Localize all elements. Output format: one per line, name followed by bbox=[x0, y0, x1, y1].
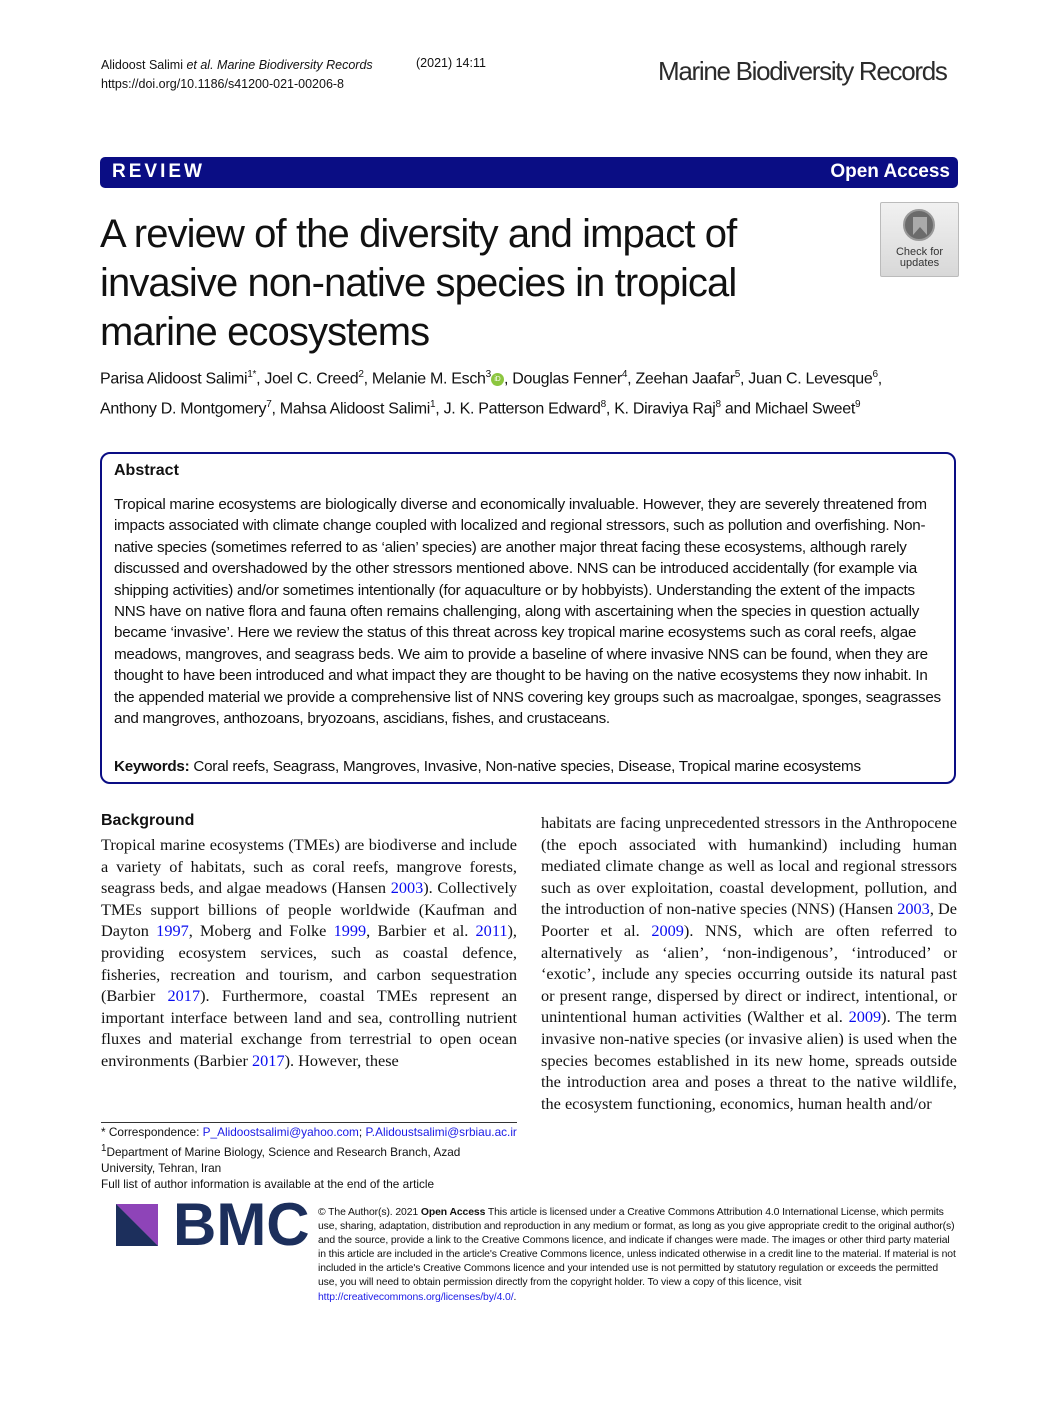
citation-link[interactable]: 2017 bbox=[167, 986, 201, 1006]
license-open-access: Open Access bbox=[420, 1207, 486, 1218]
bmc-logo-mark bbox=[116, 1204, 158, 1246]
author-name: Douglas Fenner bbox=[512, 370, 622, 388]
article-type-banner bbox=[100, 157, 958, 188]
title-line: invasive non-native species in tropical bbox=[100, 261, 737, 305]
citation-etal: et al. bbox=[186, 58, 214, 72]
author-affiliation-number: 8 bbox=[600, 399, 606, 411]
check-for-updates-label bbox=[881, 247, 958, 269]
body-column-left bbox=[101, 834, 517, 1072]
author-name: Parisa Alidoost Salimi bbox=[100, 370, 248, 388]
citation-link[interactable]: 2003 bbox=[390, 878, 424, 898]
keywords-label: Keywords: bbox=[114, 758, 190, 775]
author-name: J. K. Patterson Edward bbox=[443, 400, 601, 418]
full-author-info-note: Full list of author information is available at the end of the article bbox=[101, 1177, 435, 1192]
check-label-line: updates bbox=[899, 257, 940, 269]
abstract-text: Tropical marine ecosystems are biologically diverse and economically invaluable. However, they are severely threatened from impacts associated with climate change coupled with localized and regional stressors, such as pollution and overfishing. Non-native species (sometimes referred to as ‘alien’ species) are another major threat facing these ecosystems, although rarely discussed and overshadowed by the other stressors mentioned above. NNS can be introduced accidentally (for example via shipping activities) and/or sometimes intentionally (for aquaculture or by hobbyists). Understanding the extent of the impacts NNS have on native flora and fauna often remains challenging, along with ascertaining when the species in question actually became ‘invasive’. Here we review the status of this threat across key tropical marine ecosystems such as coral reefs, algae meadows, mangroves, and seagrass beds. We aim to provide a baseline of where invasive NNS can be found, when they are thought to have been introduced and what impact they are thought to be having on the native ecosystems they now inhabit. In the appended material we provide a comprehensive list of NNS covering key groups such as macroalgae, sponges, seagrasses and mangroves, anthozoans, bryozoans, ascidians, fishes, and crustaceans. bbox=[114, 496, 941, 728]
email-link[interactable]: P_Alidoostsalimi@yahoo.com bbox=[202, 1125, 359, 1139]
license-text bbox=[318, 1206, 958, 1305]
body-text: ). The term invasive non-native species (or invasive alien) is used when the species becomes established in its new home, spreads outside the introduction area and poses a threat to the native wildlife, the ecosystem functioning, economics, human health and/or bbox=[541, 1007, 957, 1113]
citation-line bbox=[101, 56, 373, 75]
author-affiliation-number: 3 bbox=[485, 369, 491, 380]
author-list: Parisa Alidoost Salimi$^{1*}$, Joel C. Creed$^2$, Melanie M. Esch$^3$ iD , Douglas Fenner$^4$, Zeehan Jaafar$^5$, Juan C. Levesque$^6$, Anthony D. Montgomery$^7$, Mahsa Alidoost Salimi$^1$, J. K. Patterson Edward$^8$, K. Diraviya Raj$^8$ and Michael Sweet$^9$ bbox=[100, 369, 882, 418]
body-text: ). Furthermore, coastal TMEs represent an important interface between land and sea, controlling nutrient fluxes and material exchange from terrestrial to open ocean environments (Barbier bbox=[101, 986, 517, 1070]
correspondence-label: * Correspondence: bbox=[101, 1125, 203, 1139]
keywords bbox=[114, 758, 861, 775]
citation-link[interactable]: 2009 bbox=[848, 1007, 882, 1027]
footnote-divider bbox=[101, 1122, 517, 1123]
abstract-box bbox=[100, 452, 956, 784]
title-line: marine ecosystems bbox=[100, 310, 430, 354]
citation-link[interactable]: 1997 bbox=[156, 921, 189, 941]
citation-year: (2021) 14:11 bbox=[416, 56, 486, 70]
doi-link[interactable]: https://doi.org/10.1186/s41200-021-00206-8 bbox=[101, 77, 345, 91]
affiliation bbox=[101, 1141, 471, 1177]
author-name: Melanie M. Esch bbox=[371, 370, 486, 388]
citation-link[interactable]: 2011 bbox=[475, 921, 508, 941]
bmc-logo bbox=[116, 1191, 310, 1259]
author-name: Zeehan Jaafar bbox=[635, 370, 735, 388]
body-column-right bbox=[541, 812, 957, 1114]
body-text: habitats are facing unprecedented stressors in the Anthropocene (the epoch associated with humankind) including human mediated climate change as well as local and regional stressors such as over exploitation, coastal development, pollution, and the introduction of non-native species (NNS) (Hansen bbox=[541, 813, 957, 919]
body-text: ). However, these bbox=[284, 1050, 399, 1070]
citation-link[interactable]: 2009 bbox=[651, 920, 684, 940]
body-text: ). Collectively TMEs support billions of people worldwide (Kaufman and Dayton bbox=[101, 878, 517, 941]
author-name: Joel C. Creed bbox=[264, 370, 359, 388]
journal-name: Marine Biodiversity Records bbox=[658, 56, 947, 86]
body-text: , De Poorter et al. bbox=[541, 899, 957, 940]
citation-link[interactable]: 2017 bbox=[252, 1050, 285, 1070]
author-name: Juan C. Levesque bbox=[748, 370, 873, 388]
abstract-heading: Abstract bbox=[114, 462, 179, 479]
citation-link[interactable]: 1999 bbox=[333, 921, 367, 941]
body-text: , Barbier et al. bbox=[366, 921, 476, 941]
author-affiliation-number: 7 bbox=[266, 399, 272, 411]
correspondence bbox=[101, 1124, 531, 1141]
license-link[interactable]: http://creativecommons.org/licenses/by/4.0/ bbox=[318, 1291, 514, 1303]
body-text: , Moberg and Folke bbox=[188, 921, 334, 941]
check-for-updates-button[interactable] bbox=[880, 202, 959, 277]
affiliation-text: Department of Marine Biology, Science and Research Branch, Azad University, Tehran, Iran bbox=[101, 1144, 461, 1175]
section-heading-background: Background bbox=[101, 812, 195, 829]
article-title bbox=[100, 210, 840, 357]
article-type-label: REVIEW bbox=[112, 161, 205, 182]
copyright: © The Author(s). 2021 bbox=[318, 1207, 421, 1218]
author-affiliation-number: 1* bbox=[247, 369, 257, 380]
citation-authors: Alidoost Salimi bbox=[101, 58, 187, 72]
email-separator: ; bbox=[358, 1125, 366, 1139]
keywords-list: Coral reefs, Seagrass, Mangroves, Invasive, Non-native species, Disease, Tropical marine ecosystems bbox=[193, 758, 861, 775]
footnotes bbox=[101, 1124, 531, 1193]
affiliation-number: 1 bbox=[101, 1142, 107, 1154]
license-end: . bbox=[513, 1291, 517, 1303]
license-body: This article is licensed under a Creative Commons Attribution 4.0 International License, which permits use, sharing, adaptation, distribution and reproduction in any medium or format, as long as you give appropriate credit to the original author(s) and the source, provide a link to the Creative Commons licence, and indicate if changes were made. The images or other third party material in this article are included in the article's Creative Commons licence, unless indicated otherwise in a credit line to the material. If material is not included in the article's Creative Commons licence and your intended use is not permitted by statutory regulation or exceeds the permitted use, you will need to obtain permission directly from the copyright holder. To view a copy of this licence, visit bbox=[318, 1207, 956, 1289]
check-label-line: Check for bbox=[895, 246, 944, 258]
citation-journal: Marine Biodiversity Records bbox=[213, 58, 373, 72]
orcid-icon[interactable]: iD bbox=[491, 373, 504, 386]
body-text: Tropical marine ecosystems (TMEs) are biodiverse and include a variety of habitats, such as coral reefs, mangrove forests, seagrass beds, and algae meadows (Hansen bbox=[101, 835, 517, 898]
author-affiliation-number: 4 bbox=[621, 369, 628, 380]
author-affiliation-number: 2 bbox=[358, 369, 364, 380]
author-affiliation-number: 5 bbox=[734, 369, 740, 380]
open-access-label: Open Access bbox=[830, 161, 950, 182]
running-header-citation bbox=[101, 56, 373, 94]
author-affiliation-number: 1 bbox=[430, 399, 436, 411]
citation-link[interactable]: 2003 bbox=[897, 899, 930, 919]
bookmark-icon bbox=[903, 209, 935, 241]
title-line: A review of the diversity and impact of bbox=[100, 212, 737, 256]
author-name: Michael Sweet bbox=[754, 400, 856, 418]
bmc-logo-text: BMC bbox=[173, 1191, 310, 1258]
author-affiliation-number: 9 bbox=[855, 399, 861, 411]
email-link[interactable]: P.Alidoustsalimi@srbiau.ac.ir bbox=[365, 1125, 517, 1139]
body-text: ), providing ecosystem services, such as coastal defence, fisheries, recreation and tourism, and carbon sequestration (Barbier bbox=[101, 921, 517, 1006]
author-name: Anthony D. Montgomery bbox=[100, 400, 267, 418]
author-affiliation-number: 8 bbox=[715, 399, 721, 411]
author-name: Mahsa Alidoost Salimi bbox=[279, 400, 431, 418]
body-text: ). NNS, which are often referred to alternatively as ‘alien’, ‘non-indigenous’, ‘introduced’ or ‘exotic’, include any species occurring outside its natural past or present range, dispersed by direct or indirect, intentional, or unintentional human activities (Walther et al. bbox=[541, 920, 957, 1027]
author-affiliation-number: 6 bbox=[872, 369, 878, 380]
author-name: K. Diraviya Raj bbox=[614, 400, 716, 418]
